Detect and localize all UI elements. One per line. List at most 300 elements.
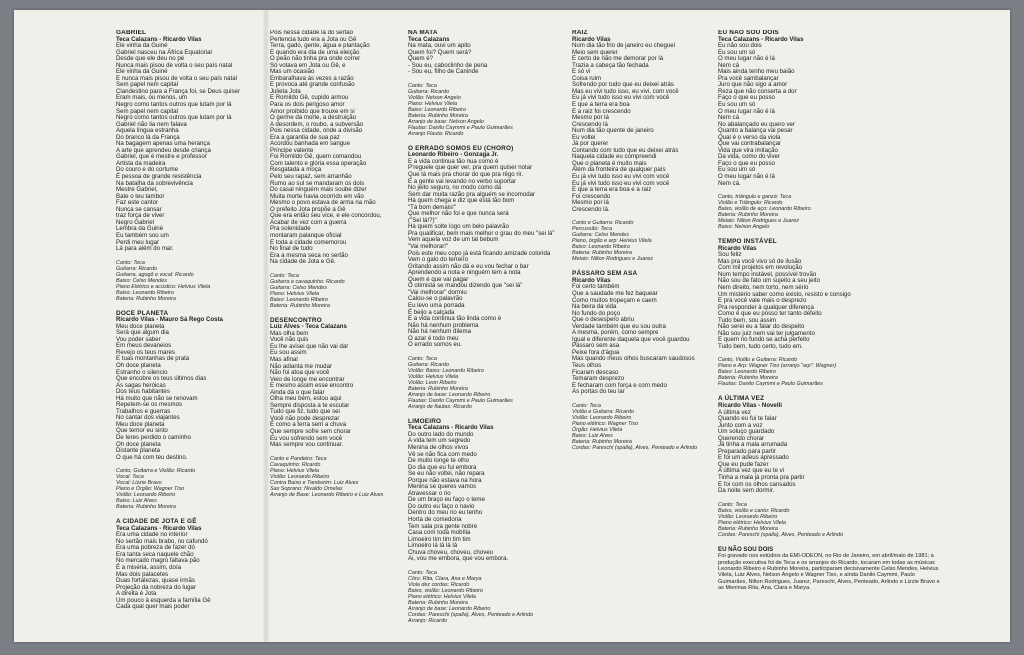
lyric-line: Eu levo uma porrada	[408, 301, 465, 309]
lyric-line: Vida que vira imitação	[718, 146, 778, 154]
lyric-line: Eu sou um só	[718, 101, 756, 109]
lyric-line: Do casal ninguém mais soube dizer	[270, 186, 367, 194]
lyric-line: Para os dois perigoso amor	[270, 101, 345, 109]
song-block	[408, 419, 570, 624]
lyric-line: Que melhor não foi e que nunca será	[408, 210, 509, 218]
lyrics-column-3	[408, 30, 570, 633]
lyrics-sheet	[14, 10, 1010, 642]
credit-line: Arranjo de base: Nelson Angelo	[408, 118, 484, 125]
lyric-line: Que era então seu vice, e ele concordou,	[270, 212, 382, 220]
credit-line: Violão: Helvius Vilela	[408, 373, 459, 380]
song-authors: Teca Calazans - Ricardo Vilas	[718, 35, 804, 43]
lyric-line: Vem o galo do terreiro	[408, 256, 468, 264]
lyrics-column-1	[116, 30, 266, 620]
credit-line: Arranjo de Base: Leonardo Ribeiro e Luiz Alves	[270, 491, 384, 498]
lyric-line: Dentro do meu rio eu tenho	[408, 509, 483, 517]
lyric-line: Meu doce planeta	[116, 420, 165, 428]
lyric-line: Do dia que eu fui embora	[408, 463, 477, 471]
credit-line: Piano, órgão e arp: Helvius Vilela	[572, 238, 652, 245]
lyric-line: É pessoa de grande resistência	[116, 173, 202, 181]
credit-line: Arranjo Flauta: Ricardo	[408, 130, 464, 137]
lyric-line: As portas do teu lar	[572, 388, 625, 396]
song-block	[116, 519, 266, 611]
lyric-line: "Vai melhorar!"	[408, 243, 449, 251]
lyric-line: Sempre disposta a te escutar	[270, 401, 350, 409]
lyric-line: No abalançado eu quero ver	[718, 120, 795, 128]
lyric-line: Mas olha bem	[270, 329, 309, 337]
song-title: PÁSSARO SEM ASA	[572, 270, 638, 278]
song-title: DOCE PLANETA	[116, 309, 169, 317]
song-credits	[718, 194, 968, 230]
lyric-line: Mesmo por lá	[572, 199, 609, 207]
lyric-line: Só votava em Jota ou Gê, e	[270, 61, 346, 69]
credit-line: Canto, triângulo e ganzá: Teca	[718, 194, 792, 201]
lyric-line: Limoeiro tim tim tim tim	[408, 535, 471, 543]
lyric-line: Sem papel nem capital	[116, 107, 178, 115]
credit-line: Baixo: Leonardo Ribeiro	[572, 244, 630, 251]
lyric-line: Nem cá.	[718, 179, 741, 187]
credit-line: Baixo, violão e canto: Ricardo	[718, 507, 790, 514]
lyric-line: Na mata, ouvi um apito	[408, 42, 471, 50]
lyric-line: Bate o teu tambor	[116, 192, 165, 200]
credit-line: Canto: Teca	[270, 272, 299, 279]
credit-line: Metais: Nilton Rodrigues e Juarez	[718, 218, 799, 225]
song-authors: Ricardo Vilas	[572, 35, 611, 43]
lyric-line: Como é que eu posso ter tanto defeito	[718, 310, 822, 318]
lyric-line: E Romildo Gê, cupido armou	[270, 94, 349, 102]
lyric-line: Do outro eu faço o navio	[408, 502, 475, 510]
lyric-line: Pra solenidade	[270, 225, 311, 233]
lyrics-column-5	[718, 30, 968, 592]
credit-line: Bateria: Rubinho Moreira	[408, 112, 468, 119]
lyric-line: Eu já vivi tudo isso eu vivi com você	[572, 94, 670, 102]
lyric-line: Pois este meu copo já está ficando amizade colorida	[408, 249, 551, 257]
credit-line: Violão: Leon Ribeiro	[408, 379, 457, 386]
lyric-line: Faço o que eu posso	[718, 159, 775, 167]
song-authors: Ricardo Vilas	[572, 276, 611, 284]
lyric-line: Era a garantia de sua paz	[270, 133, 340, 141]
lyric-line: Que vai contrabalançar	[718, 140, 782, 148]
lyric-line: É a miséria, assim, doía	[116, 564, 182, 571]
credit-line: Bateria: Rubinho Moreira	[572, 250, 632, 257]
song-credits	[116, 468, 266, 510]
lyric-line: O que há com teu destino.	[116, 453, 188, 461]
lyric-line: Já por querer	[572, 140, 609, 148]
credit-line: Baixo, violão de aço: Leonardo Ribeiro	[718, 206, 811, 213]
credit-line: Baixo: Leonardo Ribeiro	[270, 296, 328, 303]
lyric-line: Eu não sou dois	[718, 42, 762, 50]
lyric-line: Não serei eu a falar do despeito	[718, 323, 805, 331]
song-title: LIMOEIRO	[408, 417, 442, 425]
lyric-line: Com talento e glória essa operação	[270, 159, 367, 167]
lyric-line: Mesmo por lá	[572, 114, 609, 122]
lyric-line: Não sou de fato um sujeito a seu jeito	[718, 277, 820, 285]
lyric-line: Acabar de vez com a guerra	[270, 218, 347, 226]
lyric-line: Faço o que eu posso	[718, 94, 775, 102]
credit-line: Vocal: Teca	[116, 474, 144, 481]
lyric-line: Que temor eu sinto	[116, 427, 168, 435]
lyric-line: Nem cá	[718, 114, 739, 122]
song-title: O ERRADO SOMOS EU (CHORO)	[408, 144, 514, 152]
lyric-line: Na cidade de Jota e Gê.	[270, 258, 336, 266]
lyric-line: O otimista se mandou dizendo que "sei lá"	[408, 282, 523, 290]
lyric-line: Um mistério saber como existo, resisto e consigo	[718, 290, 851, 298]
album-note: Foi gravado nos estúdios da EMI-ODEON, no Rio de Janeiro, em abril/maio de 1981; a produção executiva foi de Teca e os arranjos do Ricardo, tocaram em todas as músicas Leonardo Ribeiro e Rubinho Moreira, participaram decisivamente Celso Mendes, Helvius Vilela, Luiz Alves, Nelson Angelo e Wagner Tiso, e ainda Danilo Caymmi, Paulo Guimarães, Nilton Rodrigues, Juarez, Pareschi, Alves, Penteado, Arlindo e Lizzie Bravo e as Meninas Rita, Ana, Clara e Marya.	[718, 553, 940, 592]
lyric-line: E toda a cidade comemorou	[270, 238, 347, 246]
credit-line: Violão: Leonardo Ribeiro	[572, 414, 632, 421]
credit-line: Bateria: Rubinho Moreira	[718, 212, 778, 219]
lyric-line: Há quem chega e diz que está tão bom	[408, 197, 515, 205]
credit-line: Bateria: Rubinho Moreira	[718, 375, 778, 382]
credit-line: Órgão: Helvius Vilela	[572, 426, 623, 433]
lyric-line: De um braço eu faço o teme	[408, 496, 485, 504]
lyric-line: Nem direito, nem torto, nem sério	[718, 283, 809, 291]
credit-line: Violão: Baixo: Leonardo Ribeiro	[408, 367, 484, 374]
credit-line: Piano elétrico: Helvius Vilela	[718, 519, 786, 526]
lyric-line: Negro como tantos outros que lutam por lá	[116, 114, 232, 122]
credit-line: Bateria: Rubinho Moreira	[572, 438, 632, 445]
credit-line: Guitarra e cavaquinho: Ricardo	[270, 278, 345, 285]
lyric-line: E provoca até grande confusão	[270, 81, 355, 89]
lyric-line: Querendo chorar	[718, 434, 765, 442]
lyric-line: Faz este cantor	[116, 199, 158, 207]
lyric-line: Eu também sou um	[116, 231, 169, 239]
lyric-line: Teus olhos	[572, 361, 602, 369]
lyric-line: E a vida continua tão nua como é	[408, 157, 499, 165]
lyric-line: E nunca mais pisou de volta o seu país natal	[116, 74, 237, 82]
lyric-line: Junto com a voz	[718, 421, 763, 429]
lyric-line: Quem é que vai pagar	[408, 275, 469, 283]
lyric-line: Lembra da Guiné	[116, 225, 164, 233]
lyric-line: Menina se queres vamos	[408, 483, 477, 491]
lyric-line: Que lá mais pra chorar do que pra rêgo rir.	[408, 171, 524, 179]
lyric-line: Eu já vivi tudo isso eu vivi com você	[572, 179, 670, 187]
lyric-line: No final de tudo	[270, 245, 313, 253]
lyric-line: Eu sou um só	[718, 166, 756, 174]
credit-line: Piano: Helvius Vilela	[408, 100, 458, 107]
lyric-line: Tudo bem, sou assim	[718, 316, 777, 324]
lyric-line: Ficaram descaso	[572, 368, 619, 376]
lyric-line: Projeção da nobreza do lugar	[116, 583, 196, 591]
lyric-line: Trazia a cabeça tão fechada	[572, 61, 649, 69]
lyric-line: Que o planeta é muito mais	[572, 159, 647, 167]
lyric-line: Tudo bem, tudo certo, tudo em.	[718, 342, 803, 350]
credit-line: Canto: Teca	[572, 402, 601, 409]
lyric-line: As sagas heróicas	[116, 381, 166, 389]
lyric-line: Não adianta me mudar	[270, 362, 332, 370]
lyric-line: E que a terra era boa e a raiz	[572, 186, 652, 194]
song-credits	[116, 260, 266, 302]
credit-line: Bateria: Rubinho Moreira	[116, 504, 176, 511]
lyric-line: Eram mais, ou menos, um	[116, 94, 188, 102]
lyric-line: O errado somos eu.	[408, 341, 462, 349]
lyric-line: Cada qual quer mais poder	[116, 603, 190, 611]
lyrics-column-4	[572, 30, 722, 460]
lyric-line: Oh doce planeta	[116, 440, 161, 448]
lyric-line: Vem aquela voz de um tal bebum	[408, 236, 499, 244]
song-credits	[408, 570, 570, 624]
credit-line: Arranjo de flautas: Ricardo	[408, 403, 472, 410]
lyric-line: Julieta Jota	[270, 87, 301, 95]
credit-line: Guitarra: Celso Mendes	[270, 284, 327, 291]
lyric-line: Na beira da vida	[572, 303, 617, 311]
credit-line: Canto, Violão e Guitarra: Ricardo	[718, 357, 798, 364]
lyric-line: Há muito que não se renovam	[116, 394, 198, 402]
lyric-line: Eu vou sofrendo sem você	[270, 434, 343, 442]
lyric-line: Ele vinha da Guiné	[116, 42, 168, 50]
lyric-line: Muita morte havia ocorrido em vão	[270, 192, 364, 200]
song-block	[408, 30, 570, 137]
lyric-line: E tuas montanhas de prata	[116, 355, 190, 363]
lyric-line: Aprendendo a nota e ninguém tem a nota	[408, 269, 521, 277]
lyric-line: Um soluço guardado	[718, 428, 775, 436]
credit-line: Bateria: Rubinho Moreira	[408, 599, 468, 606]
lyric-line: Artista da madeira	[116, 159, 166, 167]
album-note-title: EU NÃO SOU DOIS	[718, 545, 774, 553]
lyric-line: Coisa ruim	[572, 74, 602, 82]
lyric-line: Pelo seu rapaz, sem arranhão	[270, 173, 352, 181]
credit-line: Baixo: Nelson Angelo	[718, 224, 770, 231]
lyric-line: Da noite sem dormir.	[718, 487, 775, 495]
credit-line: Piano elétrico: Wagner Tiso	[572, 420, 639, 427]
lyric-line: Você não pode desprezar	[270, 414, 340, 422]
lyric-line: Sofrendo por tudo que eu deixei atrás	[572, 81, 674, 89]
lyric-line: Do branco lá da França	[116, 133, 180, 141]
credit-line: Viola dez cordas: Ricardo	[408, 581, 470, 588]
lyric-line: Naquela cidade eu compreendi	[572, 153, 657, 161]
lyric-line: Sou feliz	[718, 251, 742, 259]
song-block	[116, 311, 266, 511]
lyric-line: Que encobre os teus últimos dias	[116, 375, 207, 383]
song-block	[718, 396, 968, 537]
lyric-line: Num tempo instável, possível trovão	[718, 270, 817, 278]
credit-line: Bateria: Rubinho Moreira	[408, 385, 468, 392]
credit-line: Violão: Leonardo Ribeiro	[718, 513, 778, 520]
song-block	[572, 271, 722, 450]
credit-line: Flautas: Danilo Caymmi e Paulo Guimarães	[408, 124, 513, 131]
lyric-line: Que a saudade me fez baquear	[572, 289, 658, 297]
credit-line: Bateria: Rubinho Moreira	[718, 525, 778, 532]
lyric-line: Eu lhe avisei que não vai dar	[270, 342, 349, 350]
lyric-line: - Sou eu, filho de Caninde	[408, 68, 479, 76]
lyric-line: Pra qualificar, bem mais melhor o grau do meu "sei lá"	[408, 229, 555, 237]
lyric-line: Negro Gabriel	[116, 218, 154, 226]
lyric-line: Mas eu vivi tudo isso, eu vivi, com você	[572, 87, 679, 95]
lyric-line: Distante planeta	[116, 447, 161, 455]
lyric-line: É como a terra sem a chuva	[270, 421, 347, 429]
credit-line: Flautas: Danilo Caymmi e Paulo Guimarães	[718, 381, 823, 388]
credit-line: Piano Elétrico e acústico: Helvius Vilela	[116, 283, 211, 290]
lyric-line: Da vida, como do viver	[718, 153, 780, 161]
lyric-line: Negro como tantos outros que lutam por lá	[116, 101, 232, 109]
lyric-line: Na bagagem apenas uma herança	[116, 140, 210, 148]
lyric-line: Trabalhos e guerras	[116, 407, 171, 415]
song-title: DESENCONTRO	[270, 316, 322, 324]
lyric-line: Pois nessa cidade, onde a divisão	[270, 127, 363, 135]
song-title: A CIDADE DE JOTA E GÊ	[116, 518, 197, 526]
lyric-line: Mas quando meus olhos buscaram saudosos	[572, 355, 695, 363]
credit-line: Canto: Teca	[408, 82, 437, 89]
lyric-line: Ele vinha da Guiné	[116, 68, 168, 76]
credit-line: Contra Baixo e Tamborim: Luiz Alves	[270, 479, 359, 486]
lyric-line: Vê se não fica com medo	[408, 450, 477, 458]
song-authors: Ricardo Vilas - Mauro Sá Rego Costa	[116, 316, 223, 324]
lyric-line: "Tá bom demais!"	[408, 203, 457, 211]
credit-line: Baixo: Luiz Alves	[572, 432, 613, 439]
lyric-line: Limoeiro lá lá lá lá	[408, 542, 458, 550]
song-authors: Leonardo Ribeiro - Gonzaga Jr.	[408, 151, 499, 159]
lyrics-column-2	[270, 30, 410, 507]
lyric-line: Horta de comedoria	[408, 515, 462, 523]
credit-line: Cavaquinho: Ricardo	[270, 461, 321, 468]
lyric-line: Eu sou assim	[270, 349, 307, 357]
credit-line: Arranjo de base: Leonardo Ribeiro	[408, 605, 491, 612]
lyric-line: No jeito seguro, no modo como dá	[408, 184, 502, 192]
lyric-line: Eu já vivi tudo isso eu vivi com você	[572, 173, 670, 181]
lyric-line: E a vida continua tão linda como é	[408, 315, 502, 323]
credit-line: Violão: Leonardo Ribeiro	[116, 492, 176, 499]
credit-line: Vocal: Lizzie Bravo	[116, 480, 162, 487]
lyric-line: Era tanta seca naquele chão	[116, 550, 194, 558]
lyric-line: Revejo os teus mares	[116, 348, 175, 356]
lyric-line: Porque não estava na hora	[408, 476, 482, 484]
lyric-line: Foi Romildo Gê, quem comandou	[270, 153, 362, 161]
lyric-line: Menina de olhos vivos	[408, 443, 469, 451]
credit-line: Baixo: Celso Mendes	[116, 277, 167, 284]
song-authors: Teca Calazans - Ricardo Vilas	[408, 424, 494, 432]
lyric-line: Gabriel não lia nem falava	[116, 120, 187, 128]
credit-line: Baixo: Leonardo Ribeiro	[718, 369, 776, 376]
lyric-line: Estranho o silencio	[116, 368, 168, 376]
lyric-line: E que a terra era boa	[572, 101, 630, 109]
lyric-line: Mas pra você vivo só de ilusão	[718, 257, 802, 265]
lyric-line: Que o desespero abriu	[572, 316, 634, 324]
lyric-line: P'reguele que quer ver, pra quem quiser notar	[408, 164, 533, 172]
credit-line: Bateria: Rubinho Moreira	[270, 302, 330, 309]
lyric-line: Quando eu fui te falar	[718, 415, 777, 423]
lyric-line: Resgatada a moça	[270, 166, 322, 174]
lyric-line: E a raiz foi crescendo	[572, 107, 631, 115]
lyric-line: De teres perdido o caminho	[116, 433, 191, 441]
lyric-line: Duas fortalezas, quase irmãs	[116, 577, 195, 585]
lyric-line: Pássaro sem asa	[572, 342, 620, 350]
lyric-line: Verdade também que eu sou outra	[572, 322, 666, 330]
song-credits	[270, 456, 410, 498]
lyric-line: Você não quis	[270, 336, 309, 344]
lyric-line: A mesma, porém, como sempre	[572, 329, 659, 337]
song-block	[572, 30, 722, 262]
lyric-line: E fecharam com força e com medo	[572, 381, 667, 389]
lyric-line: Rumo ao sul se mandaram os dois	[270, 179, 365, 187]
lyric-line: Embaralhava ás vezes a razão	[270, 74, 354, 82]
credit-line: Guitarra: Celso Mendes	[572, 232, 629, 239]
song-credits	[408, 356, 570, 410]
credit-line: Baixo: Leonardo Ribeiro	[408, 106, 466, 113]
lyric-line: A arte que aprendeu desde criança	[116, 146, 211, 154]
lyric-line: Mas afinal	[270, 355, 298, 363]
song-block	[718, 239, 968, 387]
lyric-line: Ainda dá o que falar	[270, 388, 325, 396]
lyric-line: Eu voltei	[572, 133, 596, 141]
lyric-line: Aquela língua estranha	[116, 127, 179, 135]
lyric-line: E foi com os olhos cansados	[718, 480, 796, 488]
lyric-line: Olha meu bem, estou aqui	[270, 395, 342, 403]
song-credits	[408, 83, 570, 137]
credit-line: Piano elétrico: Helvius Vilela	[408, 593, 476, 600]
lyric-line: Se eu não voltei, não repara	[408, 470, 485, 478]
lyric-line: E quem no fundo se acha perfeito	[718, 336, 810, 344]
lyric-line: Dos teus habitantes	[116, 388, 170, 396]
lyric-line: A desordem, o roubo, a subversão	[270, 120, 364, 128]
lyric-line: Como muitos tropeçam e caem	[572, 296, 657, 304]
lyric-line: Amor proibido que trouxe em si	[270, 107, 355, 115]
lyric-line: Qual é o verso da viola	[718, 133, 781, 141]
lyric-line: É beijo a calçada	[408, 308, 455, 316]
lyric-line: E certo de não me demorar por lá	[572, 55, 664, 63]
credit-line: Violão e Triângulo: Ricardo	[718, 200, 783, 207]
lyric-line: Com mil projetos em revolução	[718, 264, 802, 272]
credit-line: Cordas: Pareschi (spalla), Alves, Penteado e Arlindo	[408, 611, 534, 618]
lyric-line: Era a mesma seca no sertão	[270, 251, 348, 259]
credit-line: Piano e Arp: Wagner Tiso (arranjo "arp": Wagner)	[718, 363, 837, 370]
credit-line: Arranjo de base: Leonardo Ribeiro	[408, 391, 491, 398]
lyric-line: Já tinha a mala arrumada	[718, 441, 788, 449]
lyric-line: Quanto a balança vai pesar	[718, 127, 793, 135]
lyric-line: Sem papel nem capital	[116, 81, 178, 89]
song-authors: Ricardo Vilas - Novelli	[718, 401, 782, 409]
lyric-line: Preparado para partir	[718, 447, 776, 455]
credit-line: Cordas: Pareschi (spalla), Alves, Penteado e Arlindo	[718, 531, 844, 538]
lyric-line: Principe valente	[270, 146, 314, 154]
lyric-line: Do couro e do cortume	[116, 166, 178, 174]
lyric-line: Mas sempre vou continuar.	[270, 441, 344, 449]
lyric-line: Casa com toda mobília	[408, 529, 471, 537]
lyric-line: Na batalha da sobrevivência	[116, 179, 193, 187]
lyric-line: Pra você sambalançar	[718, 74, 779, 82]
lyric-line: Um pouco à esquerda a família Gê	[116, 596, 211, 604]
lyric-line: Acordou banhada em sangue	[270, 140, 350, 148]
lyric-line: Não há nenhum problema	[408, 321, 479, 329]
lyric-line: montaram palanque oficial	[270, 231, 342, 239]
song-credits	[270, 273, 410, 309]
lyric-line: Nunca mais pisou de volta o seu país natal	[116, 61, 233, 69]
credit-line: Piano e Órgão: Wagner Tiso	[116, 486, 185, 493]
lyric-line: Meu doce planeta	[116, 322, 165, 330]
lyric-line: A última vez	[718, 408, 751, 416]
credit-line: Canto: Teca	[408, 355, 437, 362]
lyric-line: Nunca se cansar	[116, 205, 162, 213]
lyric-line: Mesmo o povo estava de arma na mão	[270, 199, 376, 207]
credit-line: Piano: Helvius Vilela	[270, 290, 320, 297]
lyric-line: Não há nenhum dilema	[408, 328, 472, 336]
lyric-line: Quem foi? Quem será?	[408, 48, 472, 56]
lyric-line: Igual e diferente daquela que você guardou	[572, 335, 690, 343]
lyric-line: traz força de viver	[116, 212, 165, 220]
lyric-line: ("Sei lá!?)"	[408, 216, 437, 224]
credit-line: Canto, Guitarra e Violão: Ricardo	[116, 468, 196, 475]
lyric-line: Quem é?	[408, 55, 434, 63]
credit-line: Guitarra: Ricardo	[408, 361, 450, 368]
lyric-line: Mas um ocasião	[270, 68, 315, 76]
song-title: RAIZ	[572, 30, 588, 36]
lyric-line: Crescendo lá	[572, 120, 608, 128]
song-authors: Teca Calazans - Ricardo Vilas	[116, 524, 202, 532]
song-title: A ÚLTIMA VEZ	[718, 395, 765, 403]
lyric-line: Foi certo também	[572, 283, 620, 291]
lyric-line: Era uma cidade no interior	[116, 531, 188, 539]
lyric-line: No sertão mais brabo, no cafundó	[116, 537, 208, 545]
lyric-line: Mais ainda tenho meu baião	[718, 68, 795, 76]
